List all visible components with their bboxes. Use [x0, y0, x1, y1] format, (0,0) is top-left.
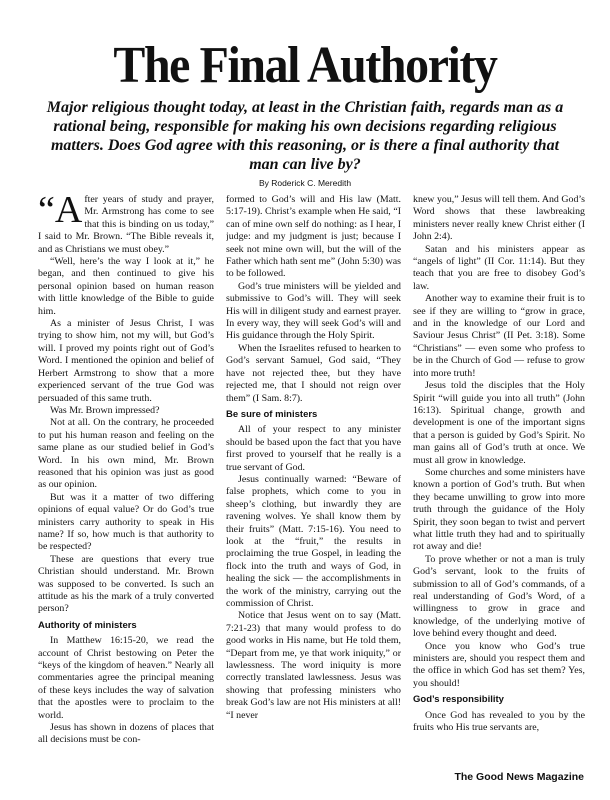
- byline: By Roderick C. Meredith: [258, 178, 352, 188]
- paragraph: Some churches and some ministers have known a portion of God’s truth. But when they became unwilling to grow into more truth through the guidance of the Holy Spirit, they soon began to twist and pervert what little truth they had and to spiritually rot away and die!: [413, 466, 585, 553]
- paragraph: In Matthew 16:15-20, we read the account of Christ bestowing on Peter the “keys of the kingdom of heaven.” Nearly all commentaries agree the principal meaning of these keys includes the way of salvation that the apostles were to proclaim to the world.: [38, 635, 214, 721]
- paragraph: Satan and his ministers appear as “angels of light” (II Cor. 11:14). But they teach that you are free to disobey God’s law.: [413, 243, 585, 292]
- paragraph: All of your respect to any minister should be based upon the fact that you have first proved to yourself that he really is a true servant of God.: [226, 424, 401, 473]
- paragraph: These are questions that every true Christian should understand. Mr. Brown was supposed to be converted. Is such an attitude as his the mark of a truly converted person?: [38, 553, 214, 615]
- paragraph: To prove whether or not a man is truly God’s servant, look to the fruits of submission to all of God’s commands, of a real understanding of God’s Word, of a willingness to grow in grace and knowledge, of the underlying motive of love behind every thought and deed.: [413, 553, 585, 640]
- column-2: [226, 194, 401, 760]
- article-title: The Final Authority: [113, 37, 497, 94]
- paragraph: “After years of study and prayer, Mr. Armstrong has come to see that this is binding on us today,” I said to Mr. Brown. “The Bible reveals it, and as Christians we must obey.”: [38, 194, 214, 255]
- paragraph: Once God has revealed to you by the fruits who His true servants are,: [413, 709, 585, 734]
- paragraph: Once you know who God’s true ministers are, should you respect them and the office in which God has set them? Yes, you should!: [413, 640, 585, 689]
- paragraph: Notice that Jesus went on to say (Matt. 7:21-23) that many would profess to do good works in His name, but He told them, “Depart from me, ye that work iniquity,” or lawlessness. The word iniquity is more correctly translated lawlessness. Jesus was showing that professing ministers who break God’s law are not His ministers at all! “I never: [226, 610, 401, 721]
- paragraph: As a minister of Jesus Christ, I was trying to show him, not my will, but God’s will. I proved my points right out of God’s Word. I mentioned the opinion and belief of Herbert Armstrong to show that a more experienced servant of the true God was persuaded of this same truth.: [38, 318, 214, 404]
- paragraph: Not at all. On the contrary, he proceeded to put his human reason and feeling on the same plane as our studied belief in God’s Word. In his own mind, Mr. Brown reasoned that his opinion was just as good as our opinion.: [38, 417, 214, 491]
- paragraph: Another way to examine their fruit is to see if they are willing to “grow in grace, and in the knowledge of our Lord and Saviour Jesus Christ” (II Pet. 3:18). Some “Christians” — even some who profess to be in the Church of God — refuse to grow into more truth!: [413, 293, 585, 379]
- paragraph: Jesus has shown in dozens of places that all decisions must be con-: [38, 722, 214, 746]
- paragraph: knew you,” Jesus will tell them. And God’s Word shows that these lawbreaking ministers never really knew Christ either (I John 2:4).: [413, 194, 585, 243]
- magazine-footer: The Good News Magazine: [454, 771, 584, 783]
- paragraph: God’s true ministers will be yielded and submissive to God’s will. They will seek His will in diligent study and earnest prayer. In every way, they will seek God’s will and His guidance through the Holy Spirit.: [226, 280, 401, 342]
- article-deck: Major religious thought today, at least in the Christian faith, regards man as a rational being, responsible for making his own decisions regarding religious matters. Does God agree with this reasoning, or is there a final authority that man can live by?: [46, 99, 564, 173]
- column-3: [413, 194, 585, 760]
- paragraph: When the Israelites refused to hearken to God’s servant Samuel, God said, “They have not rejected thee, but they have rejected me, that I should not reign over them” (I Sam. 8:7).: [226, 342, 401, 404]
- paragraph: “Well, here’s the way I look at it,” he began, and then continued to give his personal opinion based on human reason with little knowledge of the Bible to guide him.: [38, 256, 214, 317]
- paragraph: But was it a matter of two differing opinions of equal value? Or do God’s true ministers carry authority to speak in His name? If so, how much is that authority to be respected?: [38, 491, 214, 553]
- drop-cap: “A: [38, 194, 83, 231]
- paragraph: Jesus continually warned: “Beware of false prophets, which come to you in sheep’s clothing, but inwardly they are ravening wolves. Ye shall know them by their fruits” (Matt. 7:15-16). You need to look at the “fruit,” the results in proclaiming the true Gospel, in leading the flock into the truth and ways of God, in healing the sick — the accomplishments in the work of the ministry, carrying out the commission of Christ.: [226, 473, 401, 609]
- paragraph: Jesus told the disciples that the Holy Spirit “will guide you into all truth” (John 16:13). Spiritual change, growth and development is one of the important signs that a person is guided by God’s Spirit. No man gains all of God’s truth at once. We must all grow in knowledge.: [413, 380, 585, 466]
- paragraph: Was Mr. Brown impressed?: [50, 404, 160, 416]
- section-heading: Be sure of ministers: [226, 408, 318, 420]
- column-1: [38, 194, 214, 760]
- section-heading: God’s responsibility: [413, 694, 504, 706]
- section-heading: Authority of ministers: [38, 619, 137, 631]
- paragraph: formed to God’s will and His law (Matt. 5:17-19). Christ’s example when He said, “I can of mine own self do nothing: as I hear, I judge: and my judgment is just; because I seek not mine own will, but the will of the Father which hath sent me” (John 5:30) was to be followed.: [226, 194, 401, 280]
